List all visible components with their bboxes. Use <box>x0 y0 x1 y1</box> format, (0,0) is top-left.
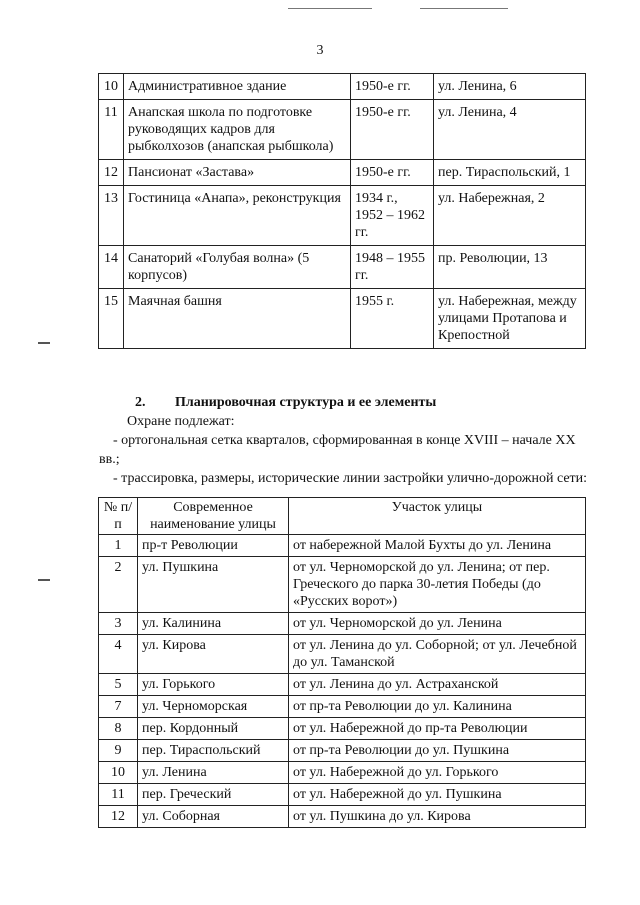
object-name: Маячная башня <box>124 289 351 349</box>
row-number: 12 <box>99 806 138 828</box>
street-name: ул. Соборная <box>138 806 289 828</box>
street-section: от пр-та Революции до ул. Пушкина <box>289 740 586 762</box>
object-address: ул. Ленина, 6 <box>434 74 586 100</box>
table-row <box>99 289 586 349</box>
street-section: от ул. Набережной до ул. Горького <box>289 762 586 784</box>
object-years: 1950-е гг. <box>351 100 434 160</box>
street-section: от ул. Черноморской до ул. Ленина; от пер. Греческого до парка 30-летия Победы (до «Русских ворот») <box>289 557 586 613</box>
margin-mark-bottom <box>38 579 50 581</box>
row-number: 11 <box>99 784 138 806</box>
section-item-1: - ортогональная сетка кварталов, сформированная в конце XVIII – начале XX вв.; <box>99 433 576 467</box>
row-number: 7 <box>99 696 138 718</box>
object-years: 1950-е гг. <box>351 160 434 186</box>
table-row <box>99 806 586 828</box>
street-section: от набережной Малой Бухты до ул. Ленина <box>289 535 586 557</box>
street-section: от ул. Пушкина до ул. Кирова <box>289 806 586 828</box>
row-number: 11 <box>99 100 124 160</box>
row-number: 8 <box>99 718 138 740</box>
section-2 <box>99 393 589 488</box>
header-num: № п/п <box>99 498 138 535</box>
section-title: Планировочная структура и ее элементы <box>175 395 437 410</box>
top-rule-right <box>420 8 508 9</box>
header-section: Участок улицы <box>289 498 586 535</box>
row-number: 12 <box>99 160 124 186</box>
street-section: от ул. Ленина до ул. Астраханской <box>289 674 586 696</box>
table-row <box>99 718 586 740</box>
table-row <box>99 535 586 557</box>
object-name: Административное здание <box>124 74 351 100</box>
street-name: пр-т Революции <box>138 535 289 557</box>
streets-table <box>98 497 586 828</box>
row-number: 10 <box>99 74 124 100</box>
section-number: 2. <box>135 395 146 410</box>
street-section: от ул. Черноморской до ул. Ленина <box>289 613 586 635</box>
section-heading <box>113 393 589 412</box>
street-name: ул. Кирова <box>138 635 289 674</box>
street-section: от ул. Ленина до ул. Соборной; от ул. Лечебной до ул. Таманской <box>289 635 586 674</box>
object-address: ул. Набережная, 2 <box>434 186 586 246</box>
table-row <box>99 740 586 762</box>
street-name: ул. Пушкина <box>138 557 289 613</box>
row-number: 3 <box>99 613 138 635</box>
street-name: пер. Греческий <box>138 784 289 806</box>
object-name: Санаторий «Голубая волна» (5 корпусов) <box>124 246 351 289</box>
object-address: пер. Тираспольский, 1 <box>434 160 586 186</box>
street-name: ул. Ленина <box>138 762 289 784</box>
row-number: 10 <box>99 762 138 784</box>
top-rule-left <box>288 8 372 9</box>
object-address: ул. Ленина, 4 <box>434 100 586 160</box>
object-years: 1950-е гг. <box>351 74 434 100</box>
table-row <box>99 762 586 784</box>
section-intro: Охране подлежат: <box>127 414 235 429</box>
row-number: 13 <box>99 186 124 246</box>
table-row <box>99 696 586 718</box>
object-name: Гостиница «Анапа», реконструкция <box>124 186 351 246</box>
table-row <box>99 246 586 289</box>
row-number: 4 <box>99 635 138 674</box>
streets-table-header <box>99 498 586 535</box>
table-row <box>99 100 586 160</box>
object-name: Пансионат «Застава» <box>124 160 351 186</box>
table-row <box>99 674 586 696</box>
table-row <box>99 160 586 186</box>
row-number: 14 <box>99 246 124 289</box>
row-number: 9 <box>99 740 138 762</box>
street-section: от пр-та Революции до ул. Калинина <box>289 696 586 718</box>
object-years: 1934 г., 1952 – 1962 гг. <box>351 186 434 246</box>
street-name: пер. Кордонный <box>138 718 289 740</box>
page-number: 3 <box>316 43 324 58</box>
object-years: 1948 – 1955 гг. <box>351 246 434 289</box>
object-address: ул. Набережная, между улицами Протапова и Крепостной <box>434 289 586 349</box>
table-row <box>99 74 586 100</box>
margin-mark-top <box>38 342 50 344</box>
row-number: 2 <box>99 557 138 613</box>
table-row <box>99 613 586 635</box>
table-row <box>99 635 586 674</box>
row-number: 5 <box>99 674 138 696</box>
street-section: от ул. Набережной до ул. Пушкина <box>289 784 586 806</box>
street-name: пер. Тираспольский <box>138 740 289 762</box>
section-item-2: - трассировка, размеры, исторические линии застройки улично-дорожной сети: <box>113 471 588 486</box>
row-number: 15 <box>99 289 124 349</box>
street-section: от ул. Набережной до пр-та Революции <box>289 718 586 740</box>
table-row <box>99 186 586 246</box>
object-years: 1955 г. <box>351 289 434 349</box>
table-row <box>99 784 586 806</box>
object-address: пр. Революции, 13 <box>434 246 586 289</box>
monuments-table <box>98 73 586 349</box>
object-name: Анапская школа по подготовке руководящих кадров для рыбколхозов (анапская рыбшкола) <box>124 100 351 160</box>
street-name: ул. Черноморская <box>138 696 289 718</box>
row-number: 1 <box>99 535 138 557</box>
street-name: ул. Горького <box>138 674 289 696</box>
header-street: Современное наименование улицы <box>138 498 289 535</box>
street-name: ул. Калинина <box>138 613 289 635</box>
table-row <box>99 557 586 613</box>
